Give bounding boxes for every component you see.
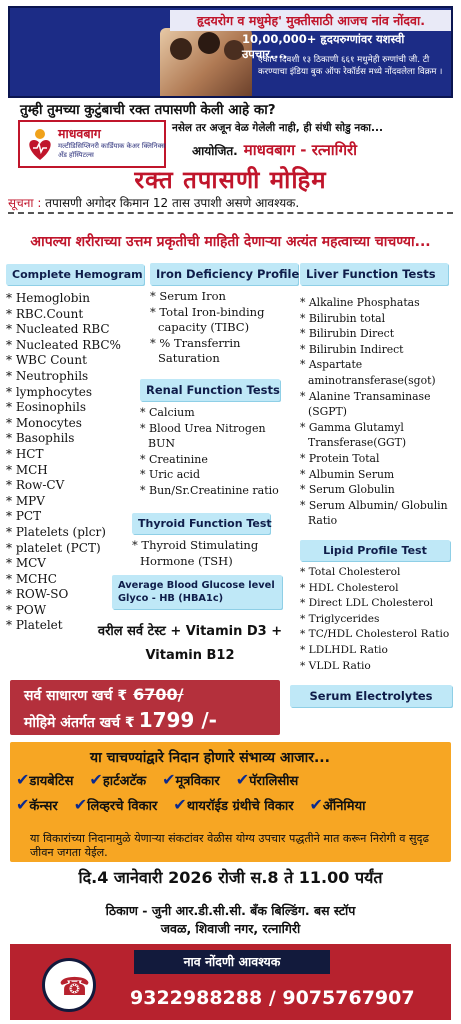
campaign-price-line [24, 708, 217, 732]
glucose-block [112, 575, 284, 609]
regular-price-label: सर्व साधारण खर्च ₹ [24, 688, 128, 704]
disease-item [309, 795, 374, 814]
iron-list [150, 289, 290, 367]
top-banner [8, 6, 453, 98]
disease-label: लिव्हरचे विकार [87, 799, 158, 814]
phone-badge [42, 958, 96, 1012]
renal-item: * Uric acid [140, 467, 292, 483]
thyroid-heading: Thyroid Function Test [132, 513, 270, 534]
hemogram-item: * Nucleated RBC% [6, 338, 146, 354]
disease-label: अँनिमिया [322, 799, 366, 814]
lipid-list [300, 565, 460, 674]
registration-label: नाव नोंदणी आवश्यक [134, 950, 330, 974]
dashed-divider [8, 212, 453, 214]
checkmark-icon: ✔ [89, 770, 103, 789]
hemogram-item: * Platelet [6, 618, 146, 634]
renal-block [140, 379, 290, 499]
contact-box [10, 944, 451, 1020]
hemogram-item: * Platelets (plcr) [6, 525, 146, 541]
pricing-box [10, 680, 280, 735]
checkmark-icon: ✔ [16, 795, 30, 814]
renal-item: * Calcium [140, 405, 292, 421]
banner-headline: हृदयरोग व मधुमेह' मुक्तीसाठी आजच नांव नोंदवा. [170, 10, 452, 31]
disease-item [16, 770, 81, 789]
checkmark-icon: ✔ [309, 795, 323, 814]
page-title: रक्त तपासणी मोहिम [134, 166, 327, 194]
middle-column [150, 263, 298, 367]
lipid-item: * TC/HDL Cholesterol Ratio [300, 627, 460, 643]
disease-label: कॅन्सर [29, 799, 58, 814]
disease-item [173, 795, 301, 814]
hemogram-item: * HCT [6, 447, 146, 463]
phone-numbers[interactable]: 9322988288 / 9075767907 [130, 987, 415, 1009]
organizer-label: आयोजित. [192, 144, 238, 158]
event-venue [0, 902, 461, 938]
lipid-item: * Triglycerides [300, 612, 460, 628]
liver-item: * Serum Globulin [300, 482, 456, 498]
hemogram-item: * Row-CV [6, 478, 146, 494]
hemogram-item: * ROW-SO [6, 587, 146, 603]
hemogram-heading: Complete Hemogram [6, 264, 144, 285]
hemogram-item: * MCV [6, 556, 146, 572]
iron-item: * Serum Iron [150, 289, 290, 305]
liver-heading: Liver Function Tests [300, 263, 448, 285]
hemogram-item: * MPV [6, 494, 146, 510]
family-checkup-question: तुम्ही तुमच्या कुटुंबाची रक्त तपासणी केली आहे का? [20, 102, 276, 118]
lipid-block [300, 539, 456, 674]
hemogram-item: * Nucleated RBC [6, 322, 146, 338]
logo-subtitle: मल्टीडिसिप्लिनरी कार्डियाक केअर क्लिनिक्स अँड हॉस्पिटल्स [58, 142, 166, 159]
event-date: दि.4 जानेवारी 2026 रोजी स.8 ते 11.00 पर्यंत [78, 868, 383, 887]
electrolytes-block [290, 685, 450, 707]
lipid-item: * HDL Cholesterol [300, 581, 460, 597]
checkmark-icon: ✔ [235, 770, 250, 789]
renal-item: * Bun/Sr.Creatinine ratio [140, 483, 292, 499]
thyroid-block [132, 512, 292, 569]
lipid-heading: Lipid Profile Test [300, 540, 450, 561]
renal-heading: Renal Function Tests [140, 379, 280, 401]
extras-line2: Vitamin B12 [145, 648, 235, 663]
liver-item: * Serum Albumin/ Globulin Ratio [300, 498, 456, 529]
liver-item: * Alkaline Phosphatas [300, 295, 456, 311]
disease-row-1 [16, 770, 314, 789]
disease-label: हार्टअटॅक [102, 774, 147, 789]
banner-success-count: 10,00,000+ हृदयरुग्णांवर यशस्वी उपचार.... [242, 32, 405, 61]
disease-label: थायरॉईड ग्रंथीचे विकार [186, 799, 294, 814]
hemogram-item: * RBC.Count [6, 307, 146, 323]
liver-item: * Gamma Glutamyl Transferase(GGT) [300, 420, 456, 451]
glucose-heading: Average Blood Glucose level Glyco - HB (HBA1c) [112, 575, 282, 609]
banner-record-text: एकाच दिवशी १३ ठिकाणी ६६१ मधुमेही रुग्णांची जी. टी करण्याचा इंडिया बुक ऑफ रेकॉर्डस मध्ये नोंदवलेला विक्रम । [258, 55, 443, 77]
disease-item [235, 770, 307, 789]
lipid-item: * LDLHDL Ratio [300, 643, 460, 659]
vitamin-extras [90, 620, 290, 668]
renal-list [140, 405, 292, 499]
madhavbaug-logo [18, 120, 166, 168]
lipid-item: * VLDL Ratio [300, 659, 460, 675]
liver-item: * Bilirubin total [300, 311, 456, 327]
checkmark-icon: ✔ [162, 770, 176, 789]
iron-heading: Iron Deficiency Profile [150, 263, 298, 285]
liver-item: * Bilirubin Direct [300, 326, 456, 342]
logo-name: माधवबाग [58, 126, 101, 141]
renal-item: * Blood Urea Nitrogen BUN [140, 421, 292, 452]
iron-item: * Total Iron-binding capacity (TIBC) [150, 305, 290, 336]
renal-item: * Creatinine [140, 452, 292, 468]
checkmark-icon: ✔ [173, 795, 187, 814]
thyroid-item: * Thyroid Stimulating Hormone (TSH) [132, 538, 282, 569]
regular-price: 6700/ [133, 685, 184, 704]
hemogram-item: * Hemoglobin [6, 291, 146, 307]
liver-list [300, 295, 456, 529]
campaign-price-label: मोहिमे अंतर्गत खर्च ₹ [24, 715, 135, 731]
hemogram-item: * lymphocytes [6, 385, 146, 401]
regular-price-line [24, 685, 184, 705]
thyroid-list [132, 538, 282, 569]
fasting-notice [8, 194, 453, 211]
venue-line-1: ठिकाण - जुनी आर.डी.सी.सी. बँक बिल्डिंग. बस स्टॉप [105, 903, 356, 918]
hemogram-item: * Monocytes [6, 416, 146, 432]
disease-label: डायबेटिस [29, 774, 74, 789]
notice-label: सूचना : [8, 196, 42, 210]
checkmark-icon: ✔ [73, 795, 88, 814]
hemogram-item: * MCH [6, 463, 146, 479]
hemogram-item: * platelet (PCT) [6, 541, 146, 557]
disease-item [16, 795, 66, 814]
hemogram-item: * MCHC [6, 572, 146, 588]
checkmark-icon: ✔ [16, 770, 30, 789]
liver-item: * Albumin Serum [300, 467, 456, 483]
liver-item: * Bilirubin Indirect [300, 342, 456, 358]
hemogram-item: * WBC Count [6, 353, 146, 369]
iron-item: * % Transferrin Saturation [150, 336, 290, 367]
disease-row-2 [16, 795, 381, 814]
liver-column [300, 263, 456, 529]
hemogram-item: * POW [6, 603, 146, 619]
campaign-price: 1799 /- [138, 708, 217, 732]
tests-tagline: आपल्या शरीराच्या उत्तम प्रकृतीची माहिती देणाऱ्या अत्यंत महत्वाच्या चाचण्या... [30, 234, 431, 250]
disease-item [73, 795, 166, 814]
disease-label: मूत्रविकार [175, 774, 220, 789]
liver-item: * Protein Total [300, 451, 456, 467]
electrolytes-heading: Serum Electrolytes [290, 685, 452, 707]
phone-icon: ☎ [59, 972, 91, 1001]
hemogram-item: * Eosinophils [6, 400, 146, 416]
venue-line-2: जवळ, शिवाजी नगर, रत्नागिरी [160, 921, 301, 936]
organizer-line [192, 140, 357, 160]
notice-text: तपासणी अगोदर किमान 12 तास उपाशी असणे आवश्यक. [41, 196, 300, 210]
disease-label: पॅरालिसीस [249, 774, 299, 789]
hemogram-item: * PCT [6, 509, 146, 525]
opportunity-note: नसेल तर अजून वेळ गेलेली नाही, ही संधी सोडु नका... [172, 122, 383, 134]
diseases-note: या विकारांच्या निदानामुळे येणाऱ्या संकटांवर वेळीस योग्य उपचार पद्धतीने मात करून निरोगी व सुदृढ जीवन जगता येईल. [30, 832, 429, 859]
liver-item: * Alanine Transaminase (SGPT) [300, 389, 456, 420]
organizer-name: माधवबाग - रत्नागिरी [243, 141, 358, 159]
lipid-item: * Direct LDL Cholesterol [300, 596, 460, 612]
extras-line1: वरील सर्व टेस्ट + Vitamin D3 + [97, 624, 283, 639]
liver-item: * Aspartate aminotransferase(sgot) [300, 357, 456, 388]
hemogram-item: * Neutrophils [6, 369, 146, 385]
heart-person-icon [25, 128, 55, 162]
disease-item [162, 770, 228, 789]
disease-item [89, 770, 154, 789]
family-photo [160, 28, 252, 98]
hemogram-item: * Basophils [6, 431, 146, 447]
diseases-title: या चाचण्यांद्वारे निदान होणारे संभाव्य आजार... [90, 750, 330, 766]
lipid-item: * Total Cholesterol [300, 565, 460, 581]
